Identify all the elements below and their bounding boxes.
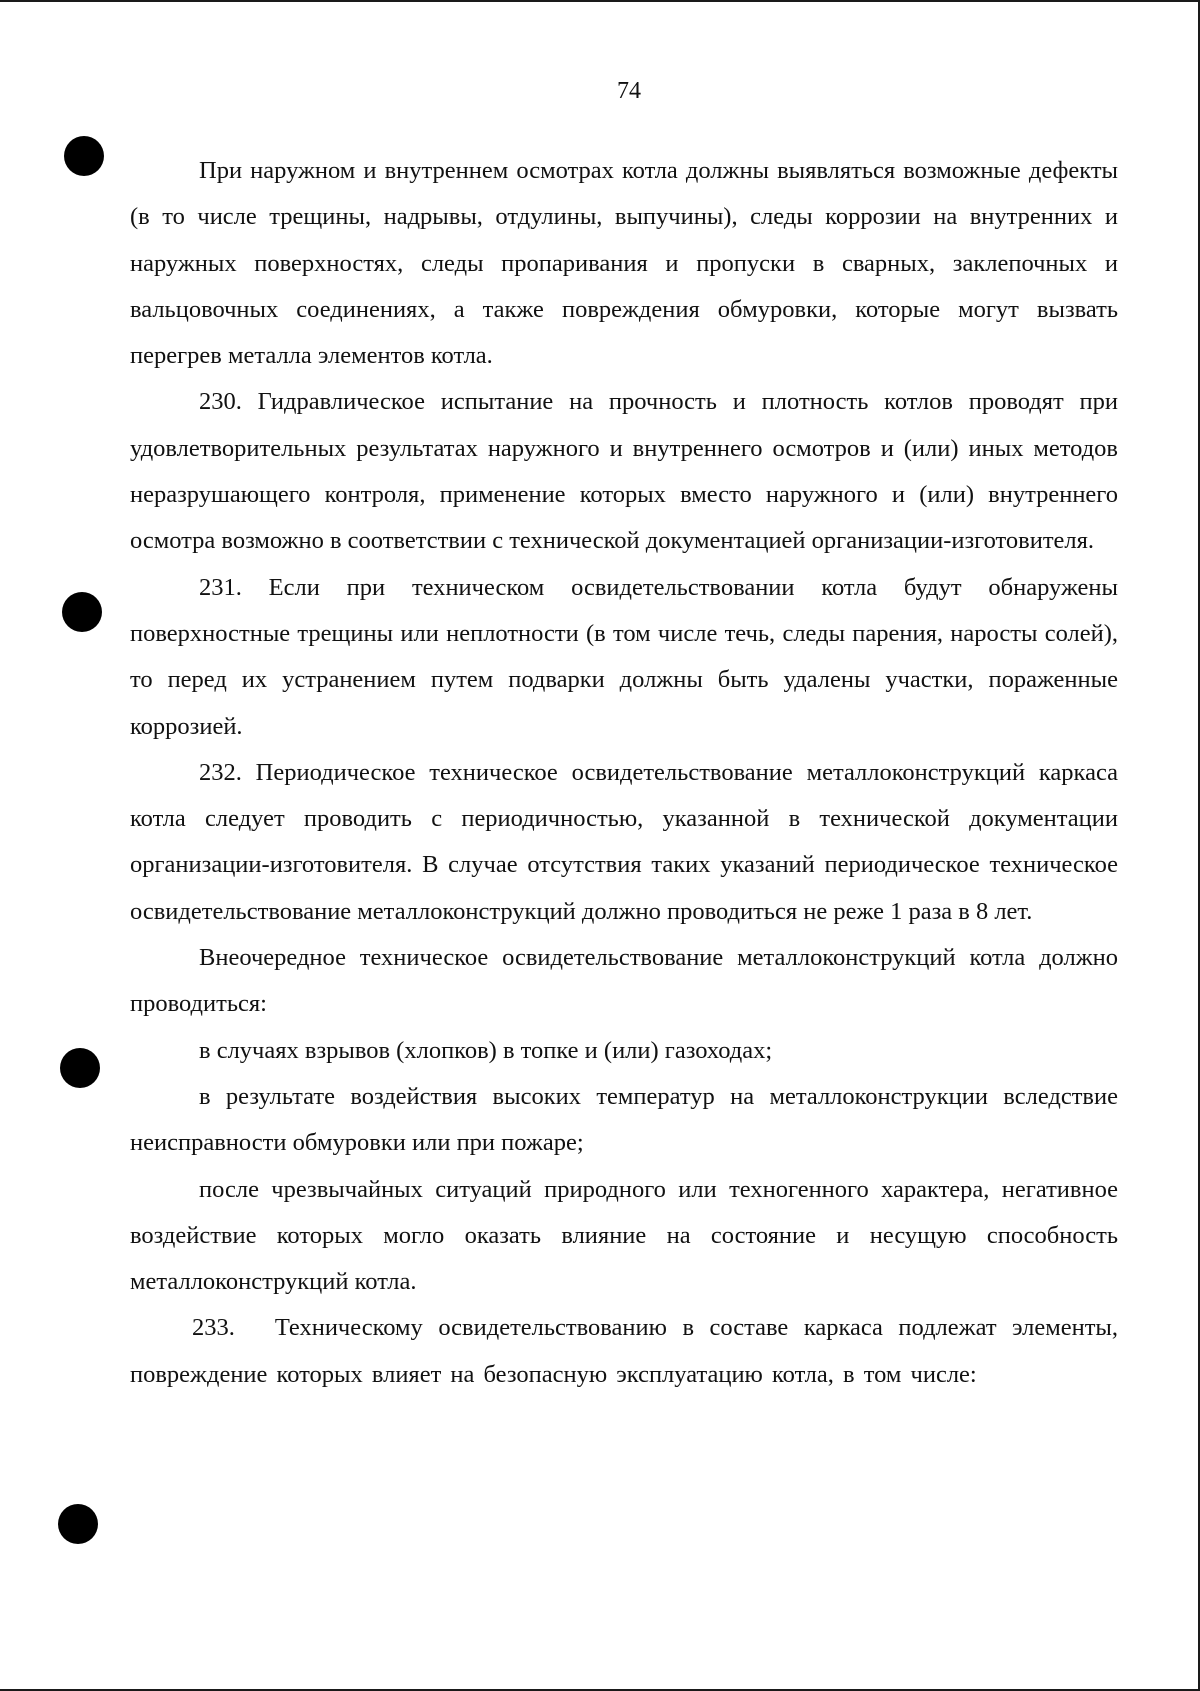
paragraph-extraordinary-inspection: Внеочередное техническое освидетельствование металлоконструкций котла должно проводиться: xyxy=(130,944,1118,1018)
punch-hole-4 xyxy=(58,1504,98,1544)
list-item-explosions: в случаях взрывов (хлопков) в топке и (или) газоходах; xyxy=(199,1036,773,1064)
list-item-high-temperatures: в результате воздействия высоких температур на металлоконструкции вследствие неисправности обмуровки или при пожаре; xyxy=(130,1082,1118,1157)
document-body xyxy=(130,148,1118,1398)
item-233-text: Техническому освидетельствованию в составе каркаса подлежат элементы, повреждение которых влияет на безопасную эксплуатацию котла, в том числе: xyxy=(130,1314,1118,1388)
item-233-number: 233. xyxy=(192,1314,235,1342)
page-number: 74 xyxy=(617,78,641,104)
paragraph-item-230: 230. Гидравлическое испытание на прочность и плотность котлов проводят при удовлетворительных результатах наружного и внутреннего осмотров и (или) иных методов неразрушающего контроля, применение которых вместо наружного и (или) внутреннего осмотра возможно в соответствии с технической документацией организации-изготовителя. xyxy=(130,388,1118,555)
scan-border-top xyxy=(0,0,1200,2)
punch-hole-1 xyxy=(64,136,104,176)
paragraph-item-233 xyxy=(130,1305,1118,1398)
list-item-emergencies: после чрезвычайных ситуаций природного или техногенного характера, негативное воздействие которых могло оказать влияние на состояние и несущую способность металлоконструкций котла. xyxy=(130,1175,1118,1296)
punch-hole-3 xyxy=(60,1048,100,1088)
paragraph-item-232: 232. Периодическое техническое освидетельствование металлоконструкций каркаса котла следует проводить с периодичностью, указанной в технической документации организации-изготовителя. В случае отсутствия таких указаний периодическое техническое освидетельствование металлоконструкций должно проводиться не реже 1 раза в 8 лет. xyxy=(130,758,1118,925)
paragraph-inspection-defects: При наружном и внутреннем осмотрах котла должны выявляться возможные дефекты (в то числе трещины, надрывы, отдулины, выпучины), следы коррозии на внутренних и наружных поверхностях, следы пропаривания и пропуски в сварных, заклепочных и вальцовочных соединениях, а также повреждения обмуровки, которые могут вызвать перегрев металла элементов котла. xyxy=(130,157,1118,370)
paragraph-item-231: 231. Если при техническом освидетельствовании котла будут обнаружены поверхностные трещины или неплотности (в том числе течь, следы парения, наросты солей), то перед их устранением путем подварки должны быть удалены участки, пораженные коррозией. xyxy=(130,573,1118,740)
punch-hole-2 xyxy=(62,592,102,632)
